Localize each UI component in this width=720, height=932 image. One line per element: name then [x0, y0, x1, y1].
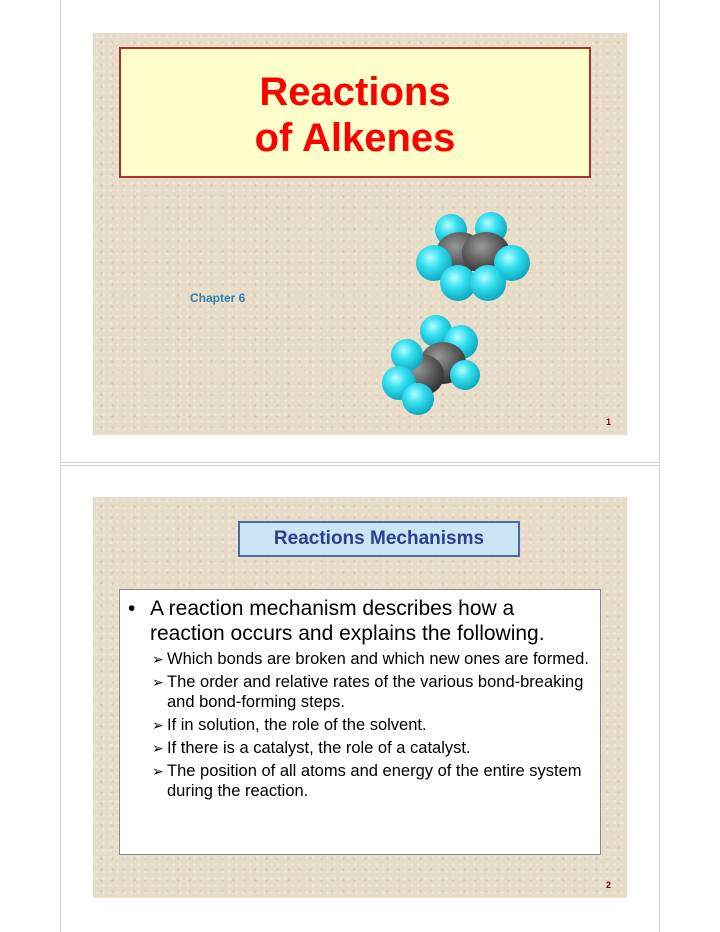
slide-heading: Reactions Mechanisms — [238, 521, 520, 557]
hydrogen-atom — [402, 383, 434, 415]
sub-bullet — [152, 672, 592, 712]
sub-bullet — [152, 761, 592, 801]
arrow-bullet-icon: ➢ — [152, 651, 164, 667]
hydrogen-atom — [391, 339, 423, 371]
sub-bullet-list — [152, 649, 592, 801]
hydrogen-atom — [470, 265, 506, 301]
main-bullet-text: A reaction mechanism describes how a reaction occurs and explains the following. — [150, 597, 545, 645]
ethylene-molecule-icon — [416, 211, 530, 305]
sub-bullet-text: If there is a catalyst, the role of a catalyst. — [167, 739, 471, 757]
sub-bullet — [152, 649, 592, 669]
ethylene-molecule-icon — [381, 315, 485, 415]
title-line-1: Reactions — [259, 70, 451, 114]
sub-bullet-text: The position of all atoms and energy of the entire system during the reaction. — [167, 762, 582, 800]
sub-bullet-text: Which bonds are broken and which new ones are formed. — [167, 650, 589, 668]
sub-bullet — [152, 738, 592, 758]
chapter-label: Chapter 6 — [190, 291, 246, 305]
slide-1 — [93, 33, 627, 435]
bullet-dot-icon: • — [128, 597, 136, 620]
hydrogen-atom — [450, 360, 480, 390]
slide-number: 2 — [605, 880, 611, 890]
title-box — [119, 47, 591, 178]
main-bullet — [128, 596, 592, 646]
sub-bullet — [152, 715, 592, 735]
sub-bullet-text: If in solution, the role of the solvent. — [167, 716, 427, 734]
arrow-bullet-icon: ➢ — [152, 763, 164, 779]
arrow-bullet-icon: ➢ — [152, 740, 164, 756]
content-box — [119, 589, 601, 855]
title-line-2: of Alkenes — [254, 116, 456, 160]
slide-number: 1 — [605, 417, 611, 427]
sub-bullet-text: The order and relative rates of the various bond-breaking and bond-forming steps. — [167, 673, 584, 711]
arrow-bullet-icon: ➢ — [152, 674, 164, 690]
arrow-bullet-icon: ➢ — [152, 717, 164, 733]
slide-2 — [93, 497, 627, 898]
